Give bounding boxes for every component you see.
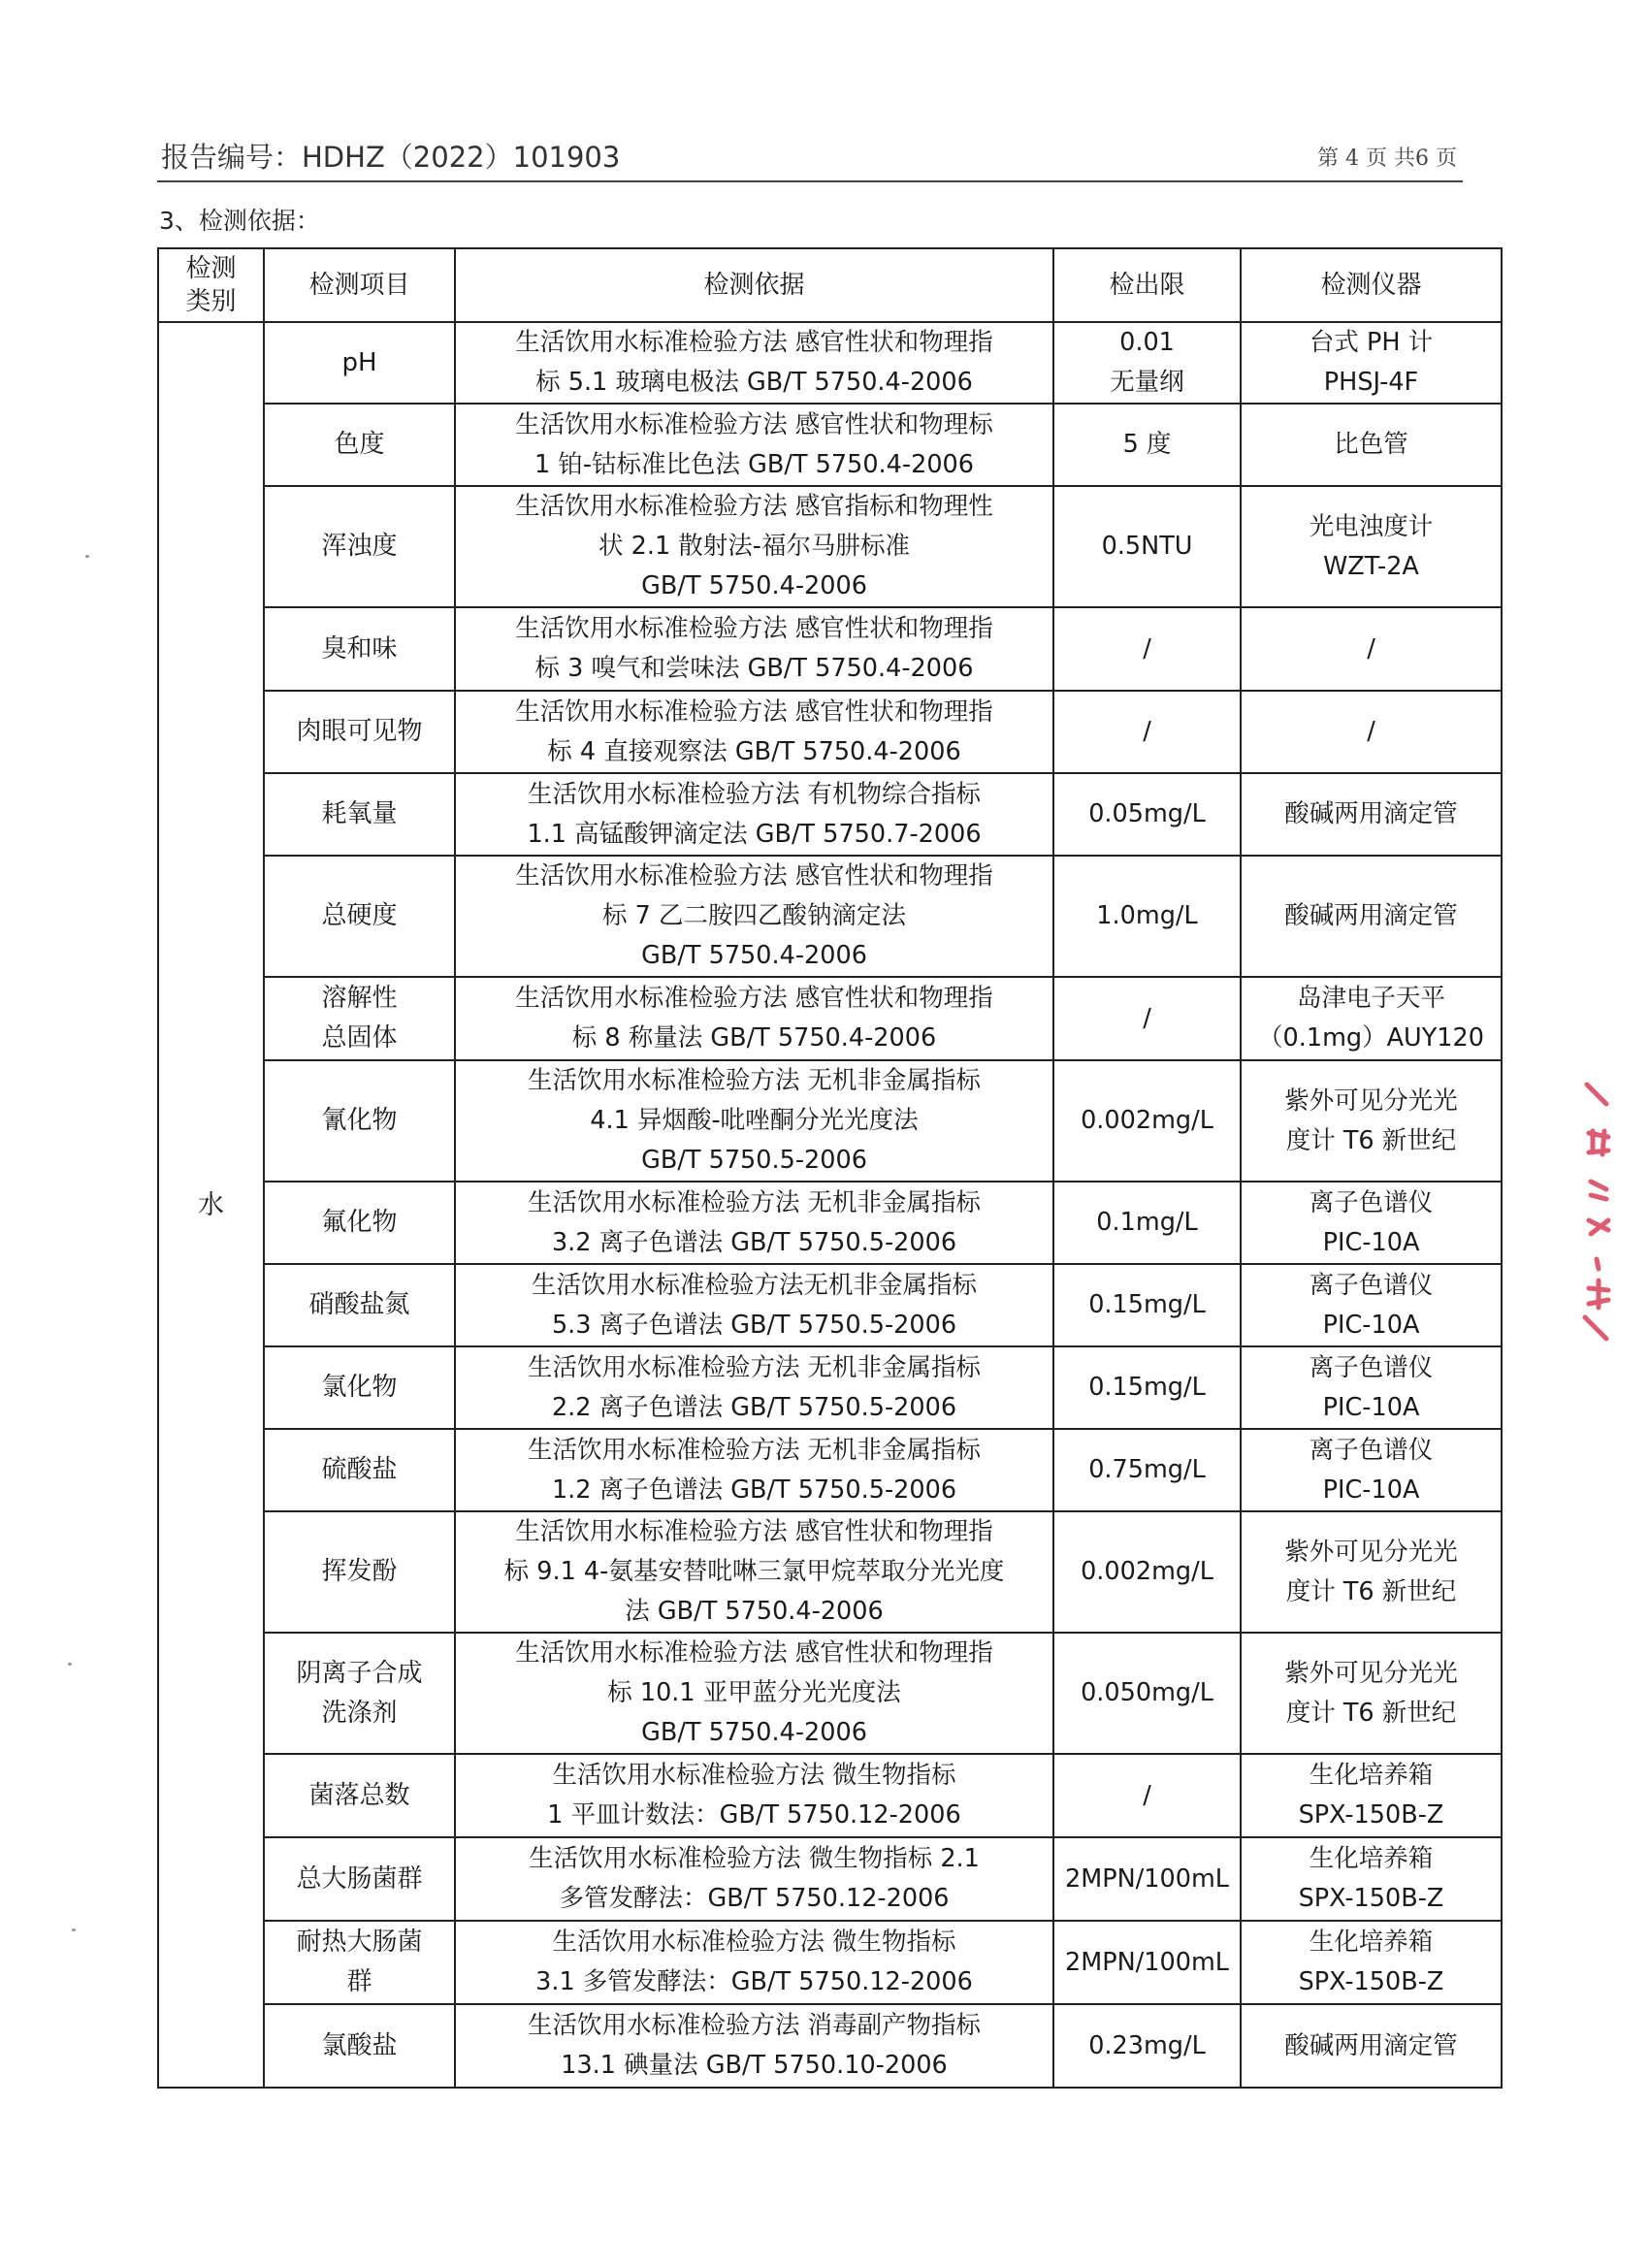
limit-cell: 0.002mg/L: [1053, 1511, 1241, 1633]
item-cell: 氯化物: [264, 1346, 455, 1429]
header-limit: 检出限: [1053, 248, 1241, 322]
table-row: [158, 1633, 1502, 1754]
limit-cell: 0.002mg/L: [1053, 1060, 1241, 1182]
basis-cell: 生活饮用水标准检验方法无机非金属指标 5.3 离子色谱法 GB/T 5750.5-2006: [455, 1264, 1053, 1346]
table-row: [158, 977, 1502, 1060]
table-body: [158, 322, 1502, 2088]
table-row: [158, 1182, 1502, 1264]
table-row: [158, 486, 1502, 607]
instrument-cell: 紫外可见分光光 度计 T6 新世纪: [1241, 1511, 1502, 1633]
table-row: [158, 2004, 1502, 2088]
instrument-cell: 酸碱两用滴定管: [1241, 856, 1502, 977]
basis-cell: 生活饮用水标准检验方法 无机非金属指标 2.2 离子色谱法 GB/T 5750.5-2006: [455, 1346, 1053, 1429]
item-cell: 浑浊度: [264, 486, 455, 607]
basis-cell: 生活饮用水标准检验方法 微生物指标 3.1 多管发酵法：GB/T 5750.12-2006: [455, 1921, 1053, 2004]
instrument-cell: 离子色谱仪 PIC-10A: [1241, 1264, 1502, 1346]
scan-speck: [68, 1663, 72, 1666]
limit-cell: 1.0mg/L: [1053, 856, 1241, 977]
item-cell: 氰化物: [264, 1060, 455, 1182]
basis-cell: 生活饮用水标准检验方法 感官性状和物理指 标 4 直接观察法 GB/T 5750.4-2006: [455, 691, 1053, 773]
item-cell: 总大肠菌群: [264, 1837, 455, 1921]
instrument-cell: 比色管: [1241, 404, 1502, 486]
item-cell: 溶解性 总固体: [264, 977, 455, 1060]
limit-cell: 0.1mg/L: [1053, 1182, 1241, 1264]
header-item: 检测项目: [264, 248, 455, 322]
item-cell: 硝酸盐氮: [264, 1264, 455, 1346]
item-cell: 肉眼可见物: [264, 691, 455, 773]
instrument-cell: /: [1241, 691, 1502, 773]
table-row: [158, 773, 1502, 856]
scan-speck: [85, 555, 89, 558]
item-cell: 氯酸盐: [264, 2004, 455, 2088]
table-header-row: [158, 248, 1502, 322]
instrument-cell: 酸碱两用滴定管: [1241, 773, 1502, 856]
category-cell: 水: [158, 322, 264, 2088]
instrument-cell: 紫外可见分光光 度计 T6 新世纪: [1241, 1633, 1502, 1754]
basis-cell: 生活饮用水标准检验方法 感官性状和物理指 标 9.1 4-氨基安替吡啉三氯甲烷萃取分光光度 法 GB/T 5750.4-2006: [455, 1511, 1053, 1633]
instrument-cell: 台式 PH 计 PHSJ-4F: [1241, 322, 1502, 404]
item-cell: 阴离子合成 洗涤剂: [264, 1633, 455, 1754]
limit-cell: 0.01 无量纲: [1053, 322, 1241, 404]
table-row: [158, 1511, 1502, 1633]
instrument-cell: 离子色谱仪 PIC-10A: [1241, 1182, 1502, 1264]
table-row: [158, 856, 1502, 977]
item-cell: pH: [264, 322, 455, 404]
test-basis-table: [157, 247, 1503, 2089]
basis-cell: 生活饮用水标准检验方法 无机非金属指标 4.1 异烟酸-吡唑酮分光光度法 GB/T 5750.5-2006: [455, 1060, 1053, 1182]
table-row: [158, 607, 1502, 691]
table-row: [158, 1060, 1502, 1182]
item-cell: 氟化物: [264, 1182, 455, 1264]
basis-cell: 生活饮用水标准检验方法 消毒副产物指标 13.1 碘量法 GB/T 5750.10-2006: [455, 2004, 1053, 2088]
limit-cell: 2MPN/100mL: [1053, 1921, 1241, 2004]
instrument-cell: 生化培养箱 SPX-150B-Z: [1241, 1921, 1502, 2004]
instrument-cell: 离子色谱仪 PIC-10A: [1241, 1429, 1502, 1511]
basis-cell: 生活饮用水标准检验方法 感官性状和物理指 标 3 嗅气和尝味法 GB/T 5750.4-2006: [455, 607, 1053, 691]
limit-cell: /: [1053, 1754, 1241, 1837]
scan-speck: [72, 1928, 76, 1931]
header-instrument: 检测仪器: [1241, 248, 1502, 322]
report-number: 报告编号：HDHZ（2022）101903: [161, 141, 621, 174]
instrument-cell: /: [1241, 607, 1502, 691]
limit-cell: 5 度: [1053, 404, 1241, 486]
limit-cell: 2MPN/100mL: [1053, 1837, 1241, 1921]
limit-cell: 0.15mg/L: [1053, 1264, 1241, 1346]
instrument-cell: 酸碱两用滴定管: [1241, 2004, 1502, 2088]
basis-cell: 生活饮用水标准检验方法 感官性状和物理指 标 10.1 亚甲蓝分光光度法 GB/T 5750.4-2006: [455, 1633, 1053, 1754]
section-title: 3、检测依据：: [159, 207, 320, 235]
item-cell: 色度: [264, 404, 455, 486]
header-category: 检测 类别: [158, 248, 264, 322]
basis-cell: 生活饮用水标准检验方法 有机物综合指标 1.1 高锰酸钾滴定法 GB/T 5750.7-2006: [455, 773, 1053, 856]
basis-cell: 生活饮用水标准检验方法 感官指标和物理性 状 2.1 散射法-福尔马肼标准 GB/T 5750.4-2006: [455, 486, 1053, 607]
header-basis: 检测依据: [455, 248, 1053, 322]
table-row: [158, 1837, 1502, 1921]
limit-cell: /: [1053, 977, 1241, 1060]
item-cell: 总硬度: [264, 856, 455, 977]
page-header: [157, 134, 1463, 182]
limit-cell: 0.05mg/L: [1053, 773, 1241, 856]
limit-cell: /: [1053, 607, 1241, 691]
page-number: 第 4 页 共6 页: [1317, 146, 1457, 171]
table-row: [158, 1754, 1502, 1837]
table-row: [158, 691, 1502, 773]
item-cell: 耗氧量: [264, 773, 455, 856]
limit-cell: 0.23mg/L: [1053, 2004, 1241, 2088]
limit-cell: 0.050mg/L: [1053, 1633, 1241, 1754]
instrument-cell: 紫外可见分光光 度计 T6 新世纪: [1241, 1060, 1502, 1182]
basis-cell: 生活饮用水标准检验方法 感官性状和物理指 标 8 称量法 GB/T 5750.4-2006: [455, 977, 1053, 1060]
basis-cell: 生活饮用水标准检验方法 无机非金属指标 3.2 离子色谱法 GB/T 5750.5-2006: [455, 1182, 1053, 1264]
instrument-cell: 离子色谱仪 PIC-10A: [1241, 1346, 1502, 1429]
item-cell: 挥发酚: [264, 1511, 455, 1633]
table-row: [158, 1346, 1502, 1429]
basis-cell: 生活饮用水标准检验方法 感官性状和物理指 标 5.1 玻璃电极法 GB/T 5750.4-2006: [455, 322, 1053, 404]
instrument-cell: 生化培养箱 SPX-150B-Z: [1241, 1754, 1502, 1837]
basis-cell: 生活饮用水标准检验方法 无机非金属指标 1.2 离子色谱法 GB/T 5750.5-2006: [455, 1429, 1053, 1511]
basis-cell: 生活饮用水标准检验方法 微生物指标 1 平皿计数法：GB/T 5750.12-2006: [455, 1754, 1053, 1837]
instrument-cell: 光电浊度计 WZT-2A: [1241, 486, 1502, 607]
red-seal-stamp-fragment: [1579, 1075, 1622, 1343]
limit-cell: 0.5NTU: [1053, 486, 1241, 607]
item-cell: 耐热大肠菌 群: [264, 1921, 455, 2004]
table-row: [158, 322, 1502, 404]
basis-cell: 生活饮用水标准检验方法 感官性状和物理指 标 7 乙二胺四乙酸钠滴定法 GB/T 5750.4-2006: [455, 856, 1053, 977]
table-row: [158, 1429, 1502, 1511]
basis-cell: 生活饮用水标准检验方法 感官性状和物理标 1 铂-钴标准比色法 GB/T 5750.4-2006: [455, 404, 1053, 486]
table-row: [158, 1264, 1502, 1346]
limit-cell: /: [1053, 691, 1241, 773]
item-cell: 硫酸盐: [264, 1429, 455, 1511]
item-cell: 菌落总数: [264, 1754, 455, 1837]
item-cell: 臭和味: [264, 607, 455, 691]
table-row: [158, 404, 1502, 486]
instrument-cell: 岛津电子天平 （0.1mg）AUY120: [1241, 977, 1502, 1060]
instrument-cell: 生化培养箱 SPX-150B-Z: [1241, 1837, 1502, 1921]
limit-cell: 0.75mg/L: [1053, 1429, 1241, 1511]
limit-cell: 0.15mg/L: [1053, 1346, 1241, 1429]
table-row: [158, 1921, 1502, 2004]
basis-cell: 生活饮用水标准检验方法 微生物指标 2.1 多管发酵法：GB/T 5750.12-2006: [455, 1837, 1053, 1921]
